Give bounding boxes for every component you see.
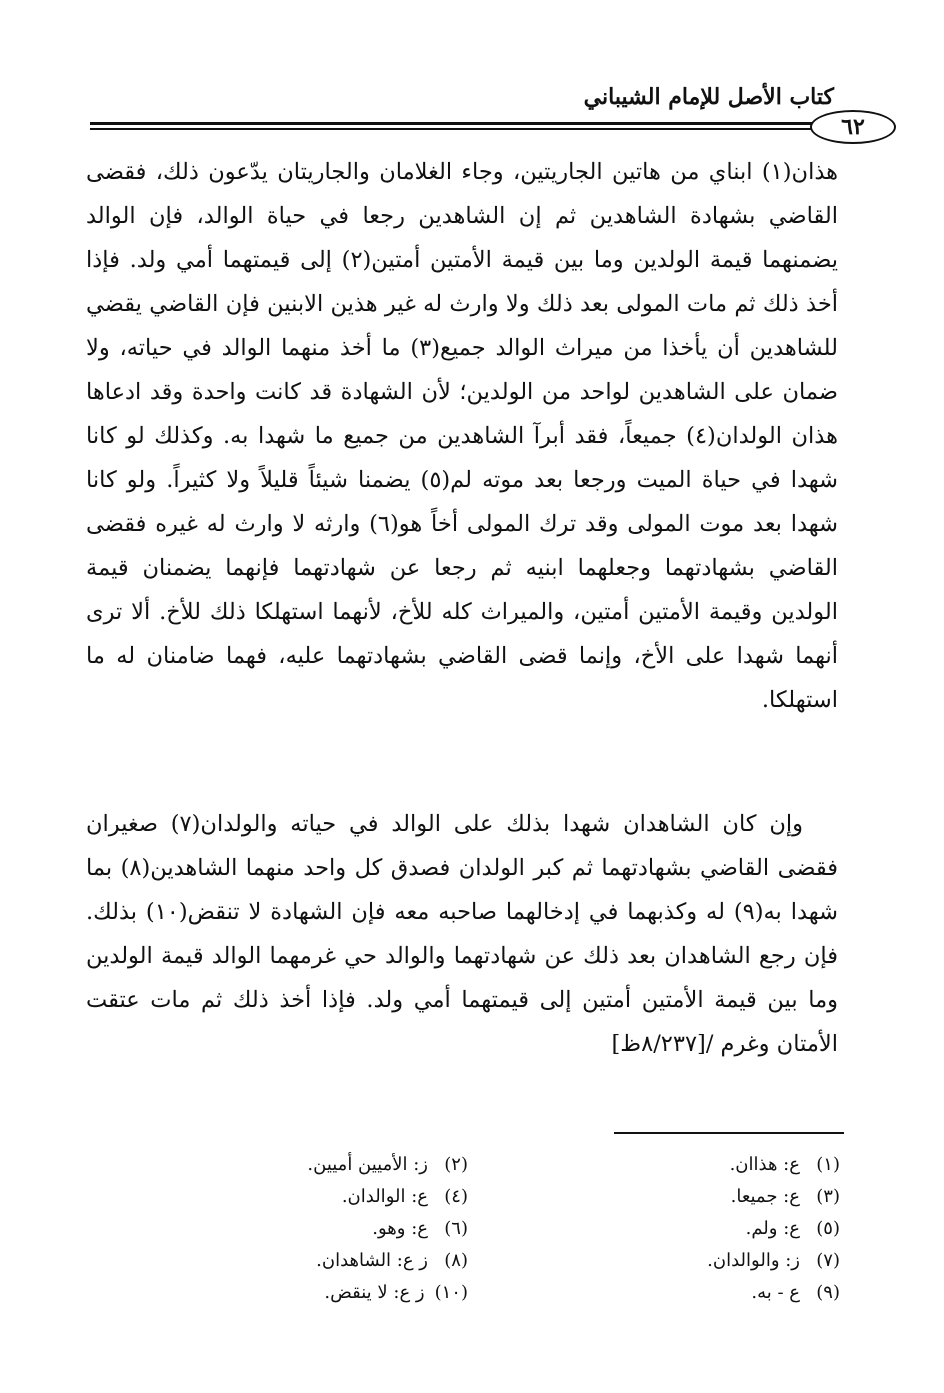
- footnote-text: ع: هذاان.: [729, 1153, 800, 1175]
- paragraph: [86, 802, 838, 1066]
- footnote-text: ع: وهو.: [372, 1217, 428, 1239]
- footnote: [468, 1154, 840, 1175]
- main-text: [86, 150, 838, 1066]
- footnote-text: ع - به.: [751, 1281, 800, 1303]
- footnote: [96, 1154, 468, 1175]
- footnote: [468, 1218, 840, 1239]
- paragraph-tail: أمي ولد. فإذا أخذ ذلك ثم مات عتقت الأمتان وغرم /[٨/٢٣٧ظ]: [86, 987, 838, 1057]
- footnote-row: [95, 1180, 840, 1212]
- paragraph: هذان(١) ابناي من هاتين الجاريتين، وجاء الغلامان والجاريتان يدّعون ذلك، فقضى القاضي بشهادة الشاهدين ثم إن الشاهدين رجعا في حياة الوالد، فإن الوالد يضمنهما قيمة الولدين وما بين قيمة الأمتين أمتين(٢) إلى قيمتهما أمي ولد. فإذا أخذ ذلك ثم مات المولى بعد ذلك ولا وارث له غير هذين الابنين فإن القاضي يقضي للشاهدين أن يأخذا من ميراث الوالد جميع(٣) ما أخذ منهما الوالد في حياته، ولا ضمان على الشاهدين لواحد من الولدين؛ لأن الشهادة قد كانت واحدة وقد ادعاها هذان الولدان(٤) جميعاً، فقد أبرآ الشاهدين من جميع ما شهدا به. وكذلك لو كانا شهدا في حياة الميت ورجعا بعد موته لم(٥) يضمنا شيئاً قليلاً ولا كثيراً. ولو كانا شهدا بعد موت المولى وقد ترك المولى أخاً هو(٦) وارثه لا وارث له غيره فقضى القاضي بشهادتهما وجعلهما ابنيه ثم رجعا عن شهادتهما فإنهما يضمنان قيمة الولدين وقيمة الأمتين أمتين، والميراث كله للأخ، لأنهما استهلكا ذلك للأخ. ألا ترى أنهما شهدا على الأخ، وإنما قضى القاضي بشهادتهما عليه، فهما ضامنان له ما استهلكا.: [86, 159, 839, 713]
- footnote-number: (٨): [444, 1249, 468, 1271]
- footnote-number: (٢): [444, 1153, 468, 1175]
- book-title: كتاب الأصل للإمام الشيباني: [583, 84, 834, 110]
- footnote-text: ع: جميعا.: [730, 1185, 800, 1207]
- footnote-row: [95, 1276, 840, 1308]
- footnote-text: ز: الأميين أميين.: [307, 1153, 428, 1175]
- header-rule: [90, 122, 835, 125]
- footnote-row: [95, 1244, 840, 1276]
- footnote-row: [95, 1148, 840, 1180]
- footnote-rule: [614, 1132, 844, 1134]
- footnote: [468, 1250, 840, 1271]
- footnote: [96, 1250, 468, 1271]
- footnote-number: (٣): [816, 1185, 840, 1207]
- footnote-number: (٥): [816, 1217, 840, 1239]
- footnote: [96, 1282, 468, 1303]
- footnote: [96, 1186, 468, 1207]
- footnote-text: ع: ولم.: [745, 1217, 800, 1239]
- footnote-row: [95, 1212, 840, 1244]
- footnote-number: (١): [816, 1153, 840, 1175]
- footnote-number: (٦): [444, 1217, 468, 1239]
- paragraph-text: وإن كان الشاهدان شهدا بذلك على الوالد في حياته والولدان(٧) صغيران فقضى القاضي بشهادتهما ثم كبر الولدان فصدق كل واحد منهما الشاهدين(٨) بما شهدا به(٩) له وكذبهما في إدخالهما صاحبه معه فإن الشهادة لا تنقض(١٠) بذلك. فإن رجع الشاهدان بعد ذلك عن شهادتهما والوالد حي غرمهما الوالد قيمة الولدين وما بين قيمة الأمتين أمتين إلى قيمتهما: [86, 811, 838, 1013]
- footnote-text: ز: والوالدان.: [707, 1249, 800, 1271]
- header-rule-thin: [90, 128, 835, 130]
- footnote-text: ز ع: لا ينقض.: [324, 1281, 425, 1303]
- footnote-number: (٧): [816, 1249, 840, 1271]
- footnote-text: ع: الوالدان.: [341, 1185, 428, 1207]
- footnote: [468, 1282, 840, 1303]
- footnote-number: (٤): [444, 1185, 468, 1207]
- footnote-number: (٩): [816, 1281, 840, 1303]
- footnote: [468, 1186, 840, 1207]
- footnote: [96, 1218, 468, 1239]
- page-number: ٦٢: [810, 110, 896, 144]
- footnote-text: ز ع: الشاهدان.: [316, 1249, 428, 1271]
- footnotes: [95, 1148, 840, 1308]
- footnote-number: (١٠): [434, 1281, 468, 1303]
